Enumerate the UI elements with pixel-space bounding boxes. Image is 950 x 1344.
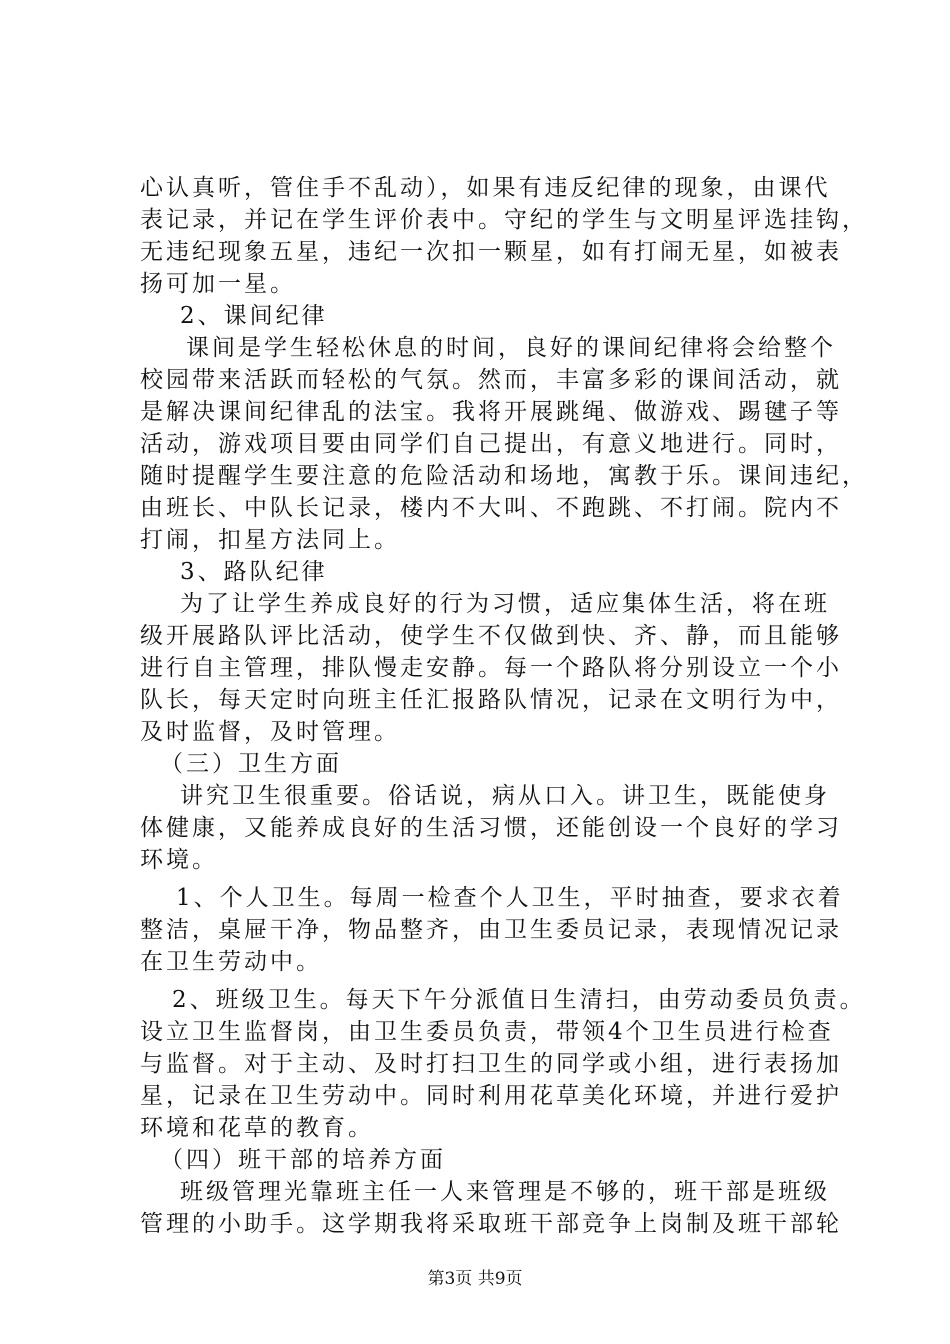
- text-line: 进行自主管理，排队慢走安静。每一个路队将分别设立一个小: [140, 655, 842, 681]
- section-heading: 2、课间纪律: [180, 303, 328, 329]
- text-line: 无违纪现象五星，违纪一次扣一颗星，如有打闹无星，如被表: [140, 239, 842, 265]
- text-line: 打闹，扣星方法同上。: [140, 527, 400, 553]
- text-line: 星，记录在卫生劳动中。同时利用花草美化环境，并进行爱护: [140, 1083, 842, 1109]
- text-line: 班级管理光靠班主任一人来管理是不够的，班干部是班级: [180, 1179, 830, 1205]
- section-heading: 3、路队纪律: [180, 559, 328, 585]
- text-line: 1、个人卫生。每周一检查个人卫生，平时抽查，要求衣着: [176, 885, 844, 911]
- text-line: 是解决课间纪律乱的法宝。我将开展跳绳、做游戏、踢毽子等: [140, 399, 842, 425]
- section-heading: （三）卫生方面: [160, 751, 342, 777]
- text-line: 表记录，并记在学生评价表中。守纪的学生与文明星评选挂钩，: [140, 207, 868, 233]
- text-line: 级开展路队评比活动，使学生不仅做到快、齐、静，而且能够: [140, 623, 842, 649]
- text-line: 及时监督，及时管理。: [140, 719, 400, 745]
- text-line: 体健康，又能养成良好的生活习惯，还能创设一个良好的学习: [140, 815, 842, 841]
- text-line: 管理的小助手。这学期我将采取班干部竞争上岗制及班干部轮: [140, 1211, 842, 1237]
- text-line: 校园带来活跃而轻松的气氛。然而，丰富多彩的课间活动，就: [140, 367, 842, 393]
- text-line: 为了让学生养成良好的行为习惯，适应集体生活，将在班: [180, 591, 830, 617]
- text-line: 环境。: [140, 847, 218, 873]
- text-line: 讲究卫生很重要。俗话说，病从口入。讲卫生，既能使身: [180, 783, 830, 809]
- page-footer: 第3页 共9页: [427, 1269, 523, 1289]
- document-body: [140, 172, 868, 1240]
- text-line: 课间是学生轻松休息的时间，良好的课间纪律将会给整个: [186, 335, 836, 361]
- text-line: 2、班级卫生。每天下午分派值日生清扫，由劳动委员负责。: [172, 987, 866, 1013]
- section-heading: （四）班干部的培养方面: [160, 1147, 446, 1173]
- text-line: 队长，每天定时向班主任汇报路队情况，记录在文明行为中，: [140, 687, 842, 713]
- text-line: 整洁，桌屉干净，物品整齐，由卫生委员记录，表现情况记录: [140, 917, 842, 943]
- text-line: 与监督。对于主动、及时打扫卫生的同学或小组，进行表扬加: [140, 1051, 842, 1077]
- text-line: 活动，游戏项目要由同学们自己提出，有意义地进行。同时，: [140, 431, 842, 457]
- text-line: 随时提醒学生要注意的危险活动和场地，寓教于乐。课间违纪，: [140, 463, 868, 489]
- text-line: 由班长、中队长记录，楼内不大叫、不跑跳、不打闹。院内不: [140, 495, 842, 521]
- text-line: 扬可加一星。: [140, 271, 296, 297]
- text-line: 设立卫生监督岗，由卫生委员负责，带领4个卫生员进行检查: [140, 1019, 834, 1045]
- text-line: 心认真听，管住手不乱动），如果有违反纪律的现象，由课代: [140, 175, 831, 201]
- text-line: 在卫生劳动中。: [140, 949, 322, 975]
- text-line: 环境和花草的教育。: [140, 1115, 374, 1141]
